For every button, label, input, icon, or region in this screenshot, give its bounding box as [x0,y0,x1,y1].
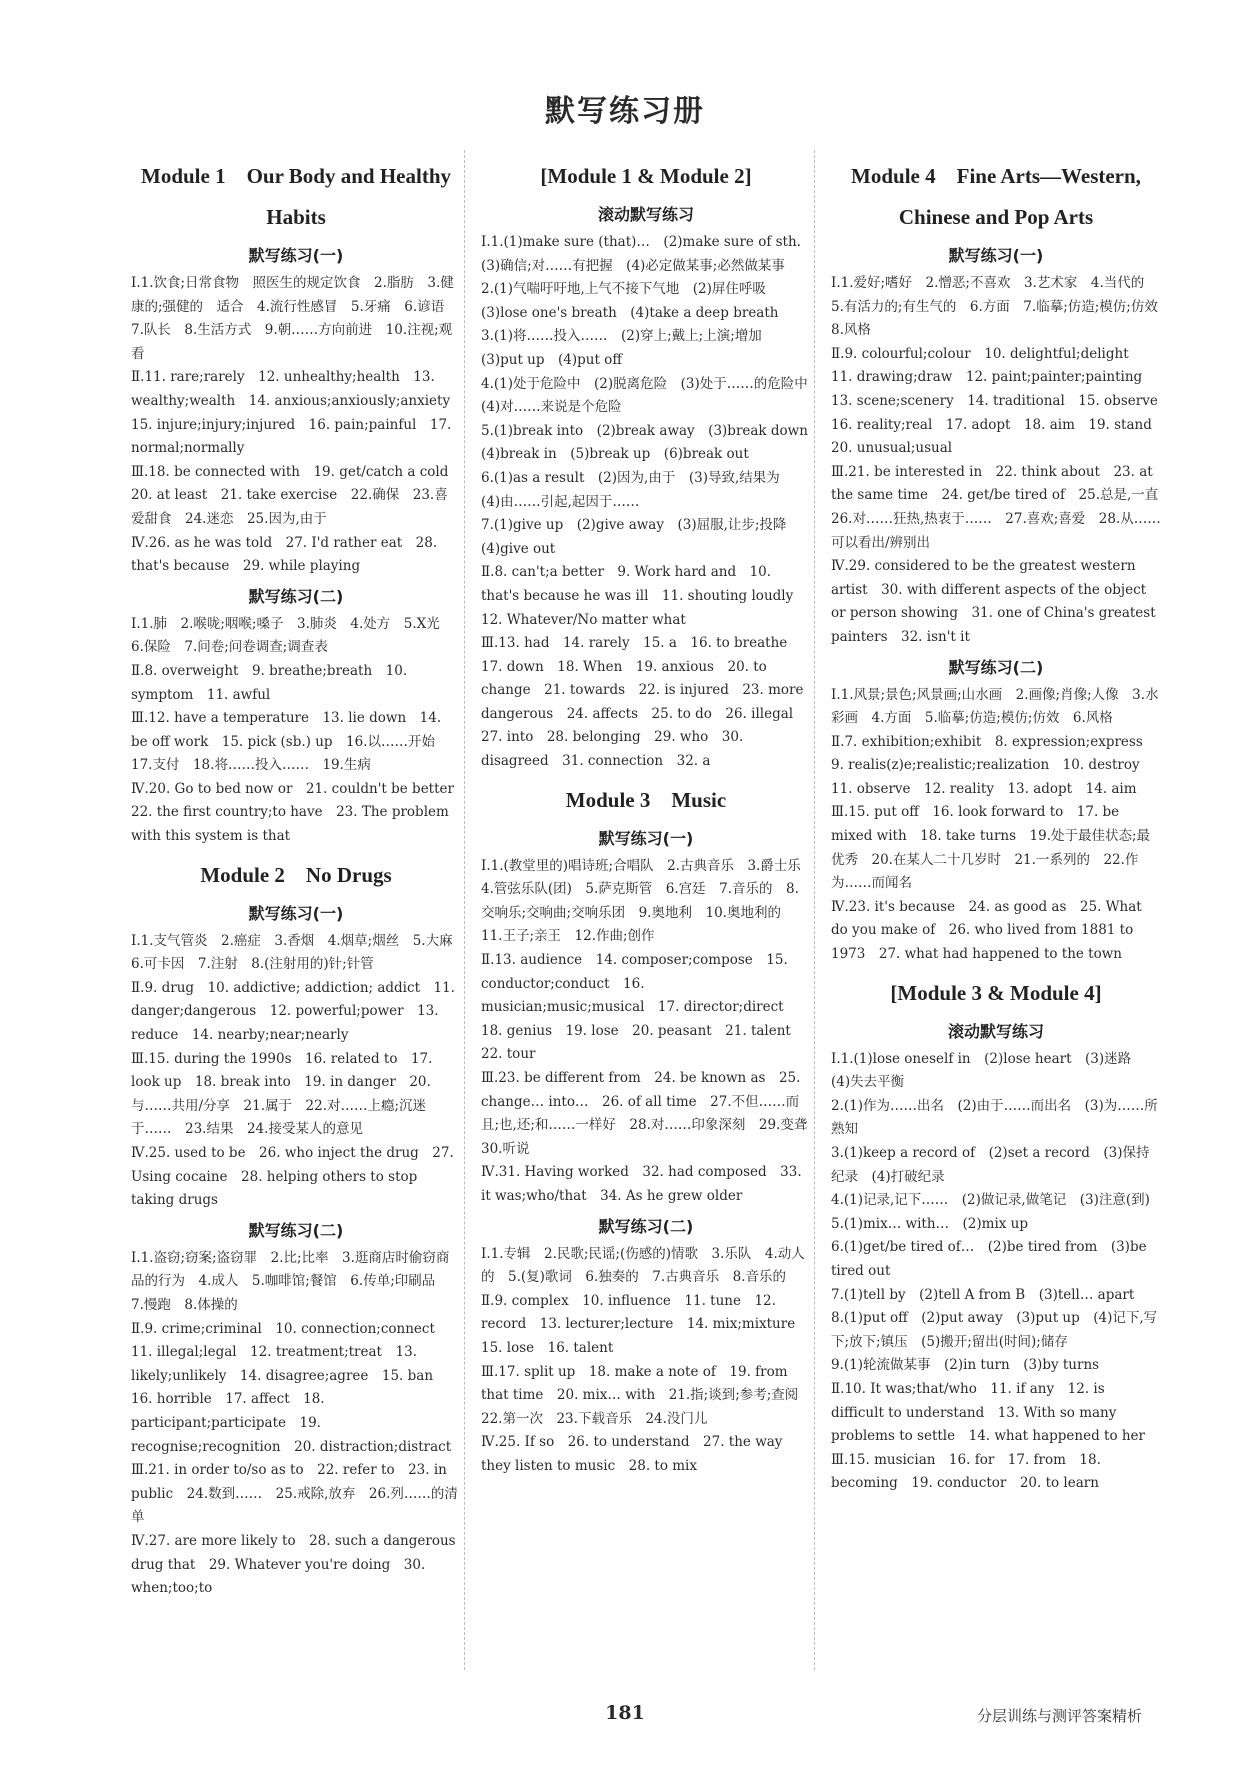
answer-block: 4.(1)处于危险中 (2)脱离危险 (3)处于……的危险中 (4)对……来说是个危险 [481,375,822,416]
answer-block: Ⅱ.13. audience 14. composer;compose 15. conductor;conduct 16. musician;music;musical 17. director;direct 18. genius 19. lose 20. peasant 21. talent 22. tour [481,952,805,1063]
page-number: 181 [605,1702,645,1724]
answer-block: Ⅱ.9. drug 10. addictive; addiction; addict 11. danger;dangerous 12. powerful;power 13. reduce 14. nearby;near;nearly [131,979,455,1044]
answer-block: Ⅳ.25. used to be 26. who inject the drug 27. Using cocaine 28. helping others to stop taking drugs [131,1145,454,1209]
answer-block: Ⅳ.26. as he was told 27. I'd rather eat 28. that's because 29. while playing [131,534,438,575]
answer-block: Ⅰ.1.肺 2.喉咙;咽喉;嗓子 3.肺炎 4.处方 5.X光 6.保险 7.问卷;问卷调查;调查表 [131,615,454,656]
section-heading: 默写练习(二) [598,1216,694,1236]
answer-block: Ⅱ.9. complex 10. influence 11. tune 12. record 13. lecturer;lecture 14. mix;mixture 15. lose 16. talent [481,1292,809,1356]
answer-block: Ⅲ.13. had 14. rarely 15. a 16. to breathe 17. down 18. When 19. anxious 20. to change 21. towards 22. is injured 23. more dangerous 24. affects 25. to do 26. illegal 27. into 28. belonging 29. who 30. disagreed 31. connection 32. a [481,635,807,770]
answer-column-3 [831,150,1172,1496]
answer-block: 5.(1)break into (2)break away (3)break down (4)break in (5)break up (6)break out [481,422,822,463]
answer-block: Ⅰ.1.支气管炎 2.癌症 3.香烟 4.烟草;烟丝 5.大麻 6.可卡因 7.注射 8.(注射用的)针;针管 [131,932,467,973]
answer-block: Ⅲ.17. split up 18. make a note of 19. from that time 20. mix… with 21.指;谈到;参考;查阅 22.第一次 23.下载音乐 24.没门儿 [481,1363,812,1427]
section-heading: 默写练习(二) [248,1220,344,1240]
answer-block: Ⅱ.8. can't;a better 9. Work hard and 10. that's because he was ill 11. shouting loudly 12. Whatever/No matter what [481,564,807,628]
section-heading: 默写练习(一) [248,246,344,265]
answer-block: Ⅰ.1.(教堂里的)唱诗班;合唱队 2.古典音乐 3.爵士乐 4.管弦乐队(团) 5.萨克斯管 6.宫廷 7.音乐的 8.交响乐;交响曲;交响乐团 9.奥地利 10.奥地利的 11.王子;亲王 12.作曲;创作 [481,857,815,945]
answer-block: Ⅳ.20. Go to bed now or 21. couldn't be better 22. the first country;to have 23. The problem with this system is that [131,780,468,845]
answer-block: Ⅲ.15. put off 16. look forward to 17. be mixed with 18. take turns 19.处于最佳状态;最优秀 20.在某人二十几岁时 21.一系列的 22.作为……而闻名 [831,804,1151,892]
answer-block: Ⅱ.9. colourful;colour 10. delightful;delight 11. drawing;draw 12. paint;painter;painting 13. scene;scenery 14. traditional 15. observe 16. reality;real 17. adopt 18. aim 19. stand 20. unusual;usual [831,345,1172,457]
answer-block: Ⅳ.31. Having worked 32. had composed 33. it was;who/that 34. As he grew older [481,1164,802,1204]
answer-block: Ⅲ.18. be connected with 19. get/catch a cold 20. at least 21. take exercise 22.确保 23.喜爱甜食 24.迷恋 25.因为,由于 [131,463,462,527]
answer-block: Ⅰ.1.(1)make sure (that)… (2)make sure of sth. (3)确信;对……有把握 (4)必定做某事;必然做某事 [481,234,815,274]
answer-block: 3.(1)keep a record of (2)set a record (3)保持纪录 (4)打破纪录 [831,1145,1150,1185]
answer-block: Ⅰ.1.专辑 2.民歌;民谣;(伤感的)情歌 3.乐队 4.动人的 5.(复)歌词 6.独奏的 7.古典音乐 8.音乐的 [481,1245,805,1286]
answer-block: 4.(1)记录,记下…… (2)做记录,做笔记 (3)注意(到) [831,1192,1150,1209]
column-divider [464,150,465,1670]
module-heading: [Module 3 & Module 4] [890,980,1102,1005]
section-heading: 默写练习(一) [948,246,1044,265]
answer-block: 6.(1)as a result (2)因为,由于 (3)导致,结果为 (4)由……引起,起因于…… [481,469,794,510]
answer-block: Ⅱ.9. crime;criminal 10. connection;connect 11. illegal;legal 12. treatment;treat 13. likely;unlikely 14. disagree;agree 15. ban 16. horrible 17. affect 18. participant;participate 19. recognise;recognition 20. distraction;distract [131,1320,452,1455]
answer-block: 6.(1)get/be tired of… (2)be tired from (3)be tired out [831,1239,1147,1279]
answer-block: 9.(1)轮流做某事 (2)in turn (3)by turns [831,1357,1100,1374]
answer-block: Ⅲ.15. musician 16. for 17. from 18. becoming 19. conductor 20. to learn [831,1451,1101,1492]
answer-block: 3.(1)将……投入…… (2)穿上;戴上;上演;增加 (3)put up (4)put off [481,328,776,368]
page-title: 默写练习册 [545,94,705,129]
answer-block: 2.(1)作为……出名 (2)由于……而出名 (3)为……所熟知 [831,1097,1158,1138]
answer-block: Ⅱ.8. overweight 9. breathe;breath 10. symptom 11. awful [131,662,408,703]
answer-block: Ⅲ.15. during the 1990s 16. related to 17. look up 18. break into 19. in danger 20.与……共用/分享 21.属于 22.对……上瘾;沉迷于…… 23.结果 24.接受某人的意见 [131,1050,433,1138]
answer-block: Ⅱ.7. exhibition;exhibit 8. expression;express 9. realis(z)e;realistic;realization 10. destroy 11. observe 12. reality 13. adopt 14. aim [831,733,1157,797]
section-heading: 默写练习(一) [598,828,694,848]
answer-block: 5.(1)mix… with… (2)mix up [831,1215,1029,1232]
answer-block: Ⅳ.27. are more likely to 28. such a dangerous drug that 29. Whatever you're doing 30. when;too;to [131,1532,456,1597]
answer-block: Ⅰ.1.盗窃;窃案;盗窃罪 2.比;比率 3.逛商店时偷窃商品的行为 4.成人 5.咖啡馆;餐馆 6.传单;印刷品 7.慢跑 8.体操的 [131,1249,450,1313]
answer-block: Ⅰ.1.爱好;嗜好 2.憎恶;不喜欢 3.艺术家 4.当代的 5.有活力的;有生气的 6.方面 7.临摹;仿造;模仿;仿效 8.风格 [831,275,1172,339]
section-heading: 默写练习(一) [248,903,344,923]
answer-block: 2.(1)气喘吁吁地,上气不接下气地 (2)屏住呼吸 (3)lose one's breath (4)take a deep breath [481,281,780,321]
answer-block: Ⅰ.1.风景;景色;风景画;山水画 2.画像;肖像;人像 3.水彩画 4.方面 5.临摹;仿造;模仿;仿效 6.风格 [831,686,1159,727]
answer-block: Ⅲ.21. be interested in 22. think about 23. at the same time 24. get/be tired of 25.总是,一直 26.对……狂热,热衷于…… 27.喜欢;喜爱 28.从……可以看出/辨别出 [831,463,1172,551]
answer-block: Ⅳ.25. If so 26. to understand 27. the way they listen to music 28. to mix [481,1434,783,1474]
section-heading: 默写练习(二) [248,586,344,606]
answer-block: Ⅱ.10. It was;that/who 11. if any 12. is difficult to understand 13. With so many problems to settle 14. what happened to her [831,1380,1146,1445]
module-heading: Module 4 Fine Arts—Western, Chinese and Pop Arts [851,164,1141,229]
section-heading: 滚动默写练习 [947,1021,1044,1041]
answer-block: Ⅲ.23. be different from 24. be known as 25. change… into… 26. of all time 27.不但……而且;也,还;和……一样好 28.对……印象深刻 29.变聋 30.听说 [481,1070,821,1157]
module-heading: Module 3 Music [565,787,727,812]
answer-block: Ⅲ.12. have a temperature 13. lie down 14. be off work 15. pick (sb.) up 16.以……开始 17.支付 18.将……投入…… 19.生病 [131,710,449,774]
answer-column-1 [131,150,468,1601]
module-heading: Module 2 No Drugs [200,862,392,887]
module-heading: Module 1 Our Body and Healthy Habits [141,164,451,229]
answer-block: 7.(1)give up (2)give away (3)屈服,让步;投降 (4)give out [481,517,800,557]
answer-block: Ⅰ.1.(1)lose oneself in (2)lose heart (3)迷路 (4)失去平衡 [831,1050,1145,1091]
answer-block: Ⅲ.21. in order to/so as to 22. refer to 23. in public 24.数到…… 25.戒除,放弃 26.列……的清单 [131,1462,458,1526]
answer-block: Ⅳ.23. it's because 24. as good as 25. What do you make of 26. who lived from 1881 to 1973 27. what had happened to the town [831,898,1142,963]
section-heading: 默写练习(二) [948,657,1044,677]
footer-note: 分层训练与测评答案精析 [976,1707,1142,1725]
answer-block: Ⅱ.11. rare;rarely 12. unhealthy;health 13. wealthy;wealth 14. anxious;anxiously;anxiety 15. injure;injury;injured 16. pain;painful 17. normal;normally [131,369,464,457]
answer-block: Ⅰ.1.饮食;日常食物 照医生的规定饮食 2.脂肪 3.健康的;强健的 适合 4.流行性感冒 5.牙痛 6.谚语 7.队长 8.生活方式 9.朝……方向前进 10.注视;观看 [131,275,458,362]
module-heading: [Module 1 & Module 2] [540,164,752,188]
answer-block: Ⅳ.29. considered to be the greatest western artist 30. with different aspects of the object or person showing 31. one of China's greatest painters 32. isn't it [831,558,1156,645]
answer-block: 7.(1)tell by (2)tell A from B (3)tell… apart [831,1286,1135,1303]
answer-block: 8.(1)put off (2)put away (3)put up (4)记下,写下;放下;镇压 (5)搬开;留出(时间);储存 [831,1310,1158,1350]
section-heading: 滚动默写练习 [597,205,694,224]
answer-column-2 [481,150,822,1479]
